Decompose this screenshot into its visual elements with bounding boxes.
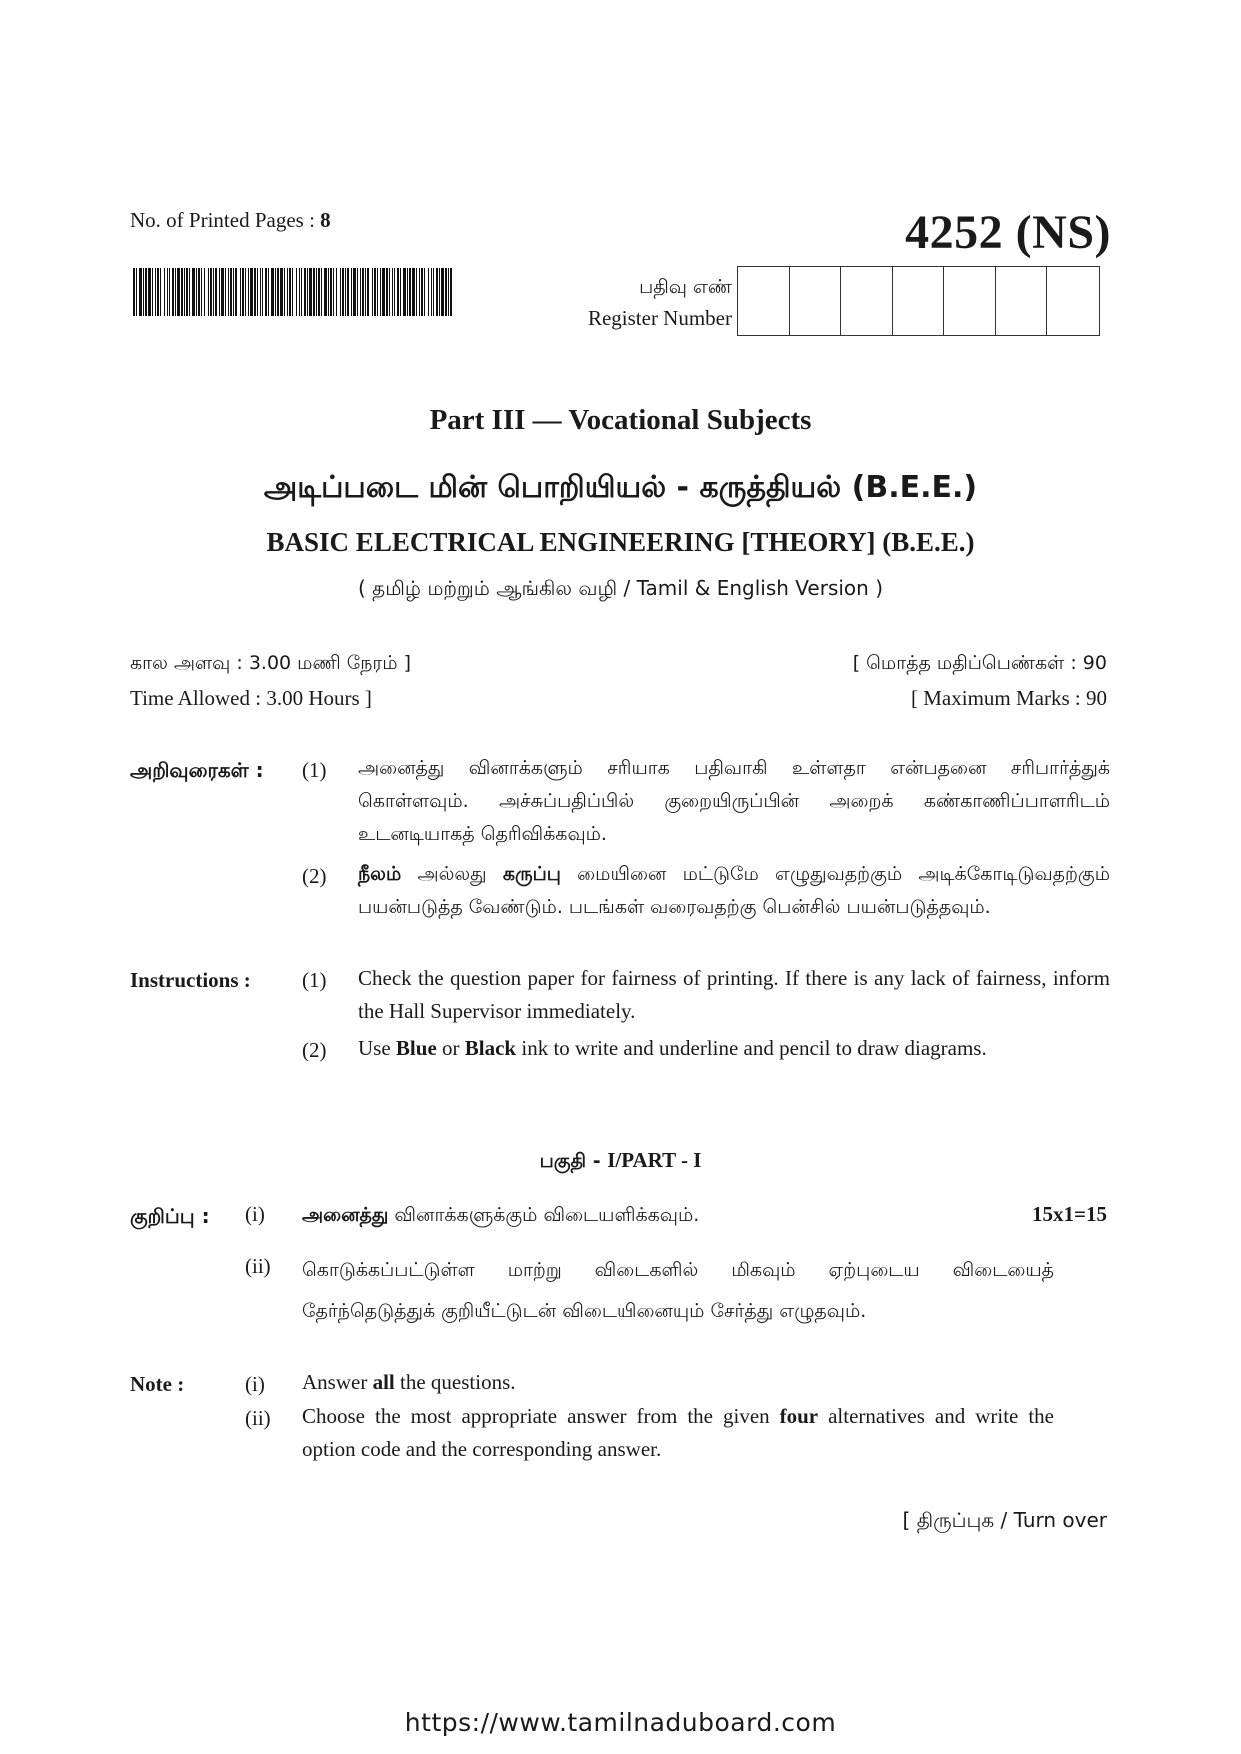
instruction-tamil-2 — [358, 858, 1110, 924]
printed-pages — [130, 208, 331, 233]
text-fragment: Choose the most appropriate answer from the given — [302, 1404, 780, 1428]
text-fragment: or — [436, 1036, 465, 1060]
barcode — [133, 268, 459, 316]
bold-black: Black — [464, 1036, 517, 1060]
note-tamil-2: கொடுக்கப்பட்டுள்ள மாற்று விடைகளில் மிகவும் ஏற்புடைய விடையைத் தேர்ந்தெடுத்துக் குறியீட்டுடன் விடையினையும் சேர்த்து எழுதவும். — [302, 1259, 1054, 1322]
note-english-1 — [302, 1366, 1054, 1399]
text-fragment: மையினை மட்டுமே எழுதுவதற்கும் அடிக்கோடிடுவதற்கும் பயன்படுத்த வேண்டும். படங்கள் வரைவதற்கு பென்சில் பயன்படுத்தவும். — [358, 863, 1110, 918]
register-box[interactable] — [944, 267, 996, 335]
website-url[interactable]: https://www.tamilnaduboard.com — [404, 1708, 837, 1737]
paper-code: 4252 (NS) — [905, 206, 1111, 259]
register-box[interactable] — [893, 267, 945, 335]
bold-black-tamil: கருப்பு — [502, 863, 561, 885]
printed-pages-label: No. of Printed Pages : — [130, 208, 315, 232]
register-number-label — [520, 272, 732, 334]
text-fragment: வினாக்களுக்கும் விடையளிக்கவும். — [388, 1204, 700, 1226]
instruction-tamil-1: அனைத்து வினாக்களும் சரியாக பதிவாகி உள்ளதா என்பதனை சரிபார்த்துக் கொள்ளவும். அச்சுப்பதிப்பில் குறையிருப்பின் அறைக் கண்காணிப்பாளரிடம் உடனடியாகத் தெரிவிக்கவும். — [358, 757, 1110, 845]
part-1-marks: 15x1=15 — [1032, 1202, 1107, 1226]
instructions-tamil-heading: அறிவுரைகள் : — [130, 758, 264, 782]
printed-pages-value: 8 — [320, 208, 331, 232]
instruction-number: (1) — [302, 758, 327, 782]
register-box[interactable] — [996, 267, 1048, 335]
register-box[interactable] — [790, 267, 842, 335]
bold-four: four — [779, 1404, 819, 1428]
version-note: ( தமிழ் மற்றும் ஆங்கில வழி / Tamil & English Version ) — [358, 576, 883, 600]
part-title: Part III — Vocational Subjects — [429, 404, 812, 436]
note-tamil-1 — [302, 1204, 699, 1229]
instruction-english-2 — [358, 1032, 1118, 1065]
subject-title-tamil: அடிப்படை மின் பொறியியல் - கருத்தியல் (B.E.E.) — [263, 470, 978, 505]
register-label-english: Register Number — [587, 306, 732, 330]
note-number: (ii) — [245, 1406, 271, 1430]
instruction-number: (1) — [302, 968, 327, 992]
register-box[interactable] — [841, 267, 893, 335]
instruction-english-1: Check the question paper for fairness of printing. If there is any lack of fairness, inform the Hall Supervisor immediately. — [358, 966, 1110, 1023]
note-english-label: Note : — [130, 1372, 185, 1396]
instruction-number: (2) — [302, 864, 327, 888]
bold-blue-tamil: நீலம் — [358, 863, 402, 885]
note-english-2 — [302, 1400, 1054, 1466]
barcode-bar — [452, 268, 453, 316]
note-number: (i) — [245, 1202, 265, 1226]
register-label-tamil: பதிவு எண் — [639, 276, 732, 298]
note-number: (i) — [245, 1372, 265, 1396]
bold-all: all — [372, 1370, 395, 1394]
turn-over: [ திருப்புக / Turn over — [902, 1508, 1107, 1532]
note-number: (ii) — [245, 1254, 271, 1278]
max-marks-tamil: [ மொத்த மதிப்பெண்கள் : 90 — [852, 652, 1107, 674]
part-1-heading — [0, 1148, 1241, 1175]
register-number-boxes[interactable] — [737, 266, 1100, 336]
time-allowed-tamil: கால அளவு : 3.00 மணி நேரம் ] — [130, 652, 411, 674]
part-1-heading-english: I/PART - I — [607, 1148, 702, 1172]
register-box[interactable] — [738, 267, 790, 335]
subject-title-english: BASIC ELECTRICAL ENGINEERING [THEORY] (B.E.E.) — [266, 527, 975, 557]
time-allowed-english: Time Allowed : 3.00 Hours ] — [130, 686, 372, 710]
part-1-heading-tamil: பகுதி - — [539, 1150, 608, 1172]
text-fragment: ink to write and underline and pencil to draw diagrams. — [516, 1036, 987, 1060]
instruction-number: (2) — [302, 1038, 327, 1062]
note-tamil-label: குறிப்பு : — [130, 1204, 210, 1228]
text-fragment: alternatives and write the option code and the corresponding answer. — [302, 1404, 1054, 1461]
text-fragment: Use — [358, 1036, 396, 1060]
text-fragment: அல்லது — [401, 863, 503, 885]
register-box[interactable] — [1047, 267, 1099, 335]
max-marks-english: [ Maximum Marks : 90 — [911, 686, 1107, 710]
text-fragment: the questions. — [394, 1370, 516, 1394]
text-fragment: Answer — [302, 1370, 373, 1394]
bold-blue: Blue — [395, 1036, 437, 1060]
bold-all-tamil: அனைத்து — [302, 1204, 389, 1226]
instructions-english-heading: Instructions : — [130, 968, 251, 992]
